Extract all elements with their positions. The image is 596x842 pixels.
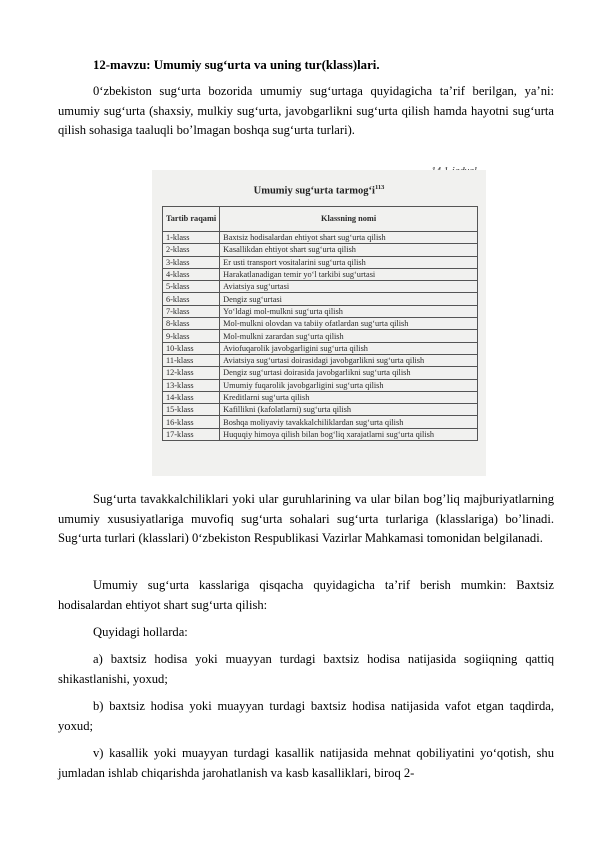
list-item-b: b) baxtsiz hodisa yoki muayyan turdagi baxtsiz hodisa natijasida vafot etgan taqdirda, yoxud; <box>58 699 554 733</box>
class-number: 16-klass <box>163 416 220 428</box>
table-row <box>163 342 478 354</box>
header-class-name: Klassning nomi <box>220 207 478 232</box>
class-name: Er usti transport vositalarini sug‘urta qilish <box>220 256 478 268</box>
class-name: Kafillikni (kafolatlarni) sug‘urta qilish <box>220 404 478 416</box>
class-name: Aviofuqarolik javobgarligini sug‘urta qilish <box>220 342 478 354</box>
class-number: 17-klass <box>163 428 220 440</box>
table-row <box>163 367 478 379</box>
table-row <box>163 232 478 244</box>
class-number: 7-klass <box>163 305 220 317</box>
paragraph-definition: Umumiy sug‘urta kasslariga qisqacha quyidagicha ta’rif berish mumkin: Baxtsiz hodisalardan ehtiyot shart sug‘urta qilish: <box>58 578 554 612</box>
list-item-v: v) kasallik yoki muayyan turdagi kasallik natijasida mehnat qobiliyatini yo‘qotish, shu jumladan ishlab chiqarishda jarohatlanish va kasb kasalliklari, biroq 2- <box>58 746 554 780</box>
table-header-row <box>163 207 478 232</box>
table-row <box>163 416 478 428</box>
class-number: 10-klass <box>163 342 220 354</box>
class-name: Kreditlarni sug‘urta qilish <box>220 391 478 403</box>
table-figure <box>152 170 486 476</box>
class-name: Boshqa moliyaviy tavakkalchiliklardan sug‘urta qilish <box>220 416 478 428</box>
class-name: Baxtsiz hodisalardan ehtiyot shart sug‘urta qilish <box>220 232 478 244</box>
class-name: Umumiy fuqarolik javobgarligini sug‘urta qilish <box>220 379 478 391</box>
table-body <box>163 232 478 441</box>
class-number: 1-klass <box>163 232 220 244</box>
class-number: 12-klass <box>163 367 220 379</box>
table-row <box>163 293 478 305</box>
class-name: Aviatsiya sug‘urtasi <box>220 281 478 293</box>
table-row <box>163 354 478 366</box>
list-item-a: a) baxtsiz hodisa yoki muayyan turdagi baxtsiz hodisa natijasida sogiiqning qattiq shikastlanishi, yoxud; <box>58 652 554 686</box>
paragraph-intro: 0‘zbekiston sug‘urta bozorida umumiy sug‘urtaga quyidagicha ta’rif berilgan, ya’ni: umumiy sug‘urta (shaxsiy, mulkiy sug‘urta, javobgarlikni sug‘urta qilish hamda hayotni sug‘urta qilish sohasiga taaluqli bo’lmagan boshqa sug‘urta turlari). <box>58 84 554 137</box>
table-row <box>163 428 478 440</box>
class-number: 11-klass <box>163 354 220 366</box>
section-heading: 12-mavzu: Umumiy sug‘urta va uning tur(klass)lari. <box>93 58 380 72</box>
table-title-footnote: 113 <box>374 184 385 191</box>
class-name: Yo‘ldagi mol-mulkni sug‘urta qilish <box>220 305 478 317</box>
class-name: Aviatsiya sug‘urtasi doirasidagi javobgarlikni sug‘urta qilish <box>220 354 478 366</box>
paragraph-cases-intro: Quyidagi hollarda: <box>93 625 188 639</box>
class-name: Dengiz sug‘urtasi <box>220 293 478 305</box>
table-row <box>163 391 478 403</box>
class-number: 15-klass <box>163 404 220 416</box>
table-row <box>163 244 478 256</box>
table-row <box>163 318 478 330</box>
class-name: Kasallikdan ehtiyot shart sug‘urta qilish <box>220 244 478 256</box>
class-number: 4-klass <box>163 268 220 280</box>
table-row <box>163 268 478 280</box>
class-number: 5-klass <box>163 281 220 293</box>
class-number: 8-klass <box>163 318 220 330</box>
table-title-text: Umumiy sug‘urta tarmog‘i <box>253 185 375 197</box>
class-number: 3-klass <box>163 256 220 268</box>
table-row <box>163 330 478 342</box>
table-row <box>163 305 478 317</box>
table-row <box>163 404 478 416</box>
paragraph-risk-groups: Sug‘urta tavakkalchiliklari yoki ular guruhlarining va ular bilan bog’liq majburiyatlarning umumiy xususiyatlariga muvofiq sug‘urta sohalari sug‘urta turlariga (klasslariga) bo’linadi. Sug‘urta turlari (klasslari) 0‘zbekiston Respublikasi Vazirlar Mahkamasi tomonidan belgilanadi. <box>58 492 554 545</box>
table-row <box>163 379 478 391</box>
class-number: 6-klass <box>163 293 220 305</box>
class-name: Mol-mulkni olovdan va tabiiy ofatlardan sug‘urta qilish <box>220 318 478 330</box>
class-number: 14-klass <box>163 391 220 403</box>
class-number: 9-klass <box>163 330 220 342</box>
class-name: Mol-mulkni zarardan sug‘urta qilish <box>220 330 478 342</box>
table-row <box>163 256 478 268</box>
class-name: Harakatlanadigan temir yo‘l tarkibi sug‘urtasi <box>220 268 478 280</box>
table-row <box>163 281 478 293</box>
classes-table <box>162 206 478 441</box>
class-number: 13-klass <box>163 379 220 391</box>
class-number: 2-klass <box>163 244 220 256</box>
header-number: Tartib raqami <box>163 207 220 232</box>
table-title <box>152 184 486 197</box>
class-name: Huquqiy himoya qilish bilan bog‘liq xarajatlarni sug‘urta qilish <box>220 428 478 440</box>
class-name: Dengiz sug‘urtasi doirasida javobgarlikni sug‘urta qilish <box>220 367 478 379</box>
